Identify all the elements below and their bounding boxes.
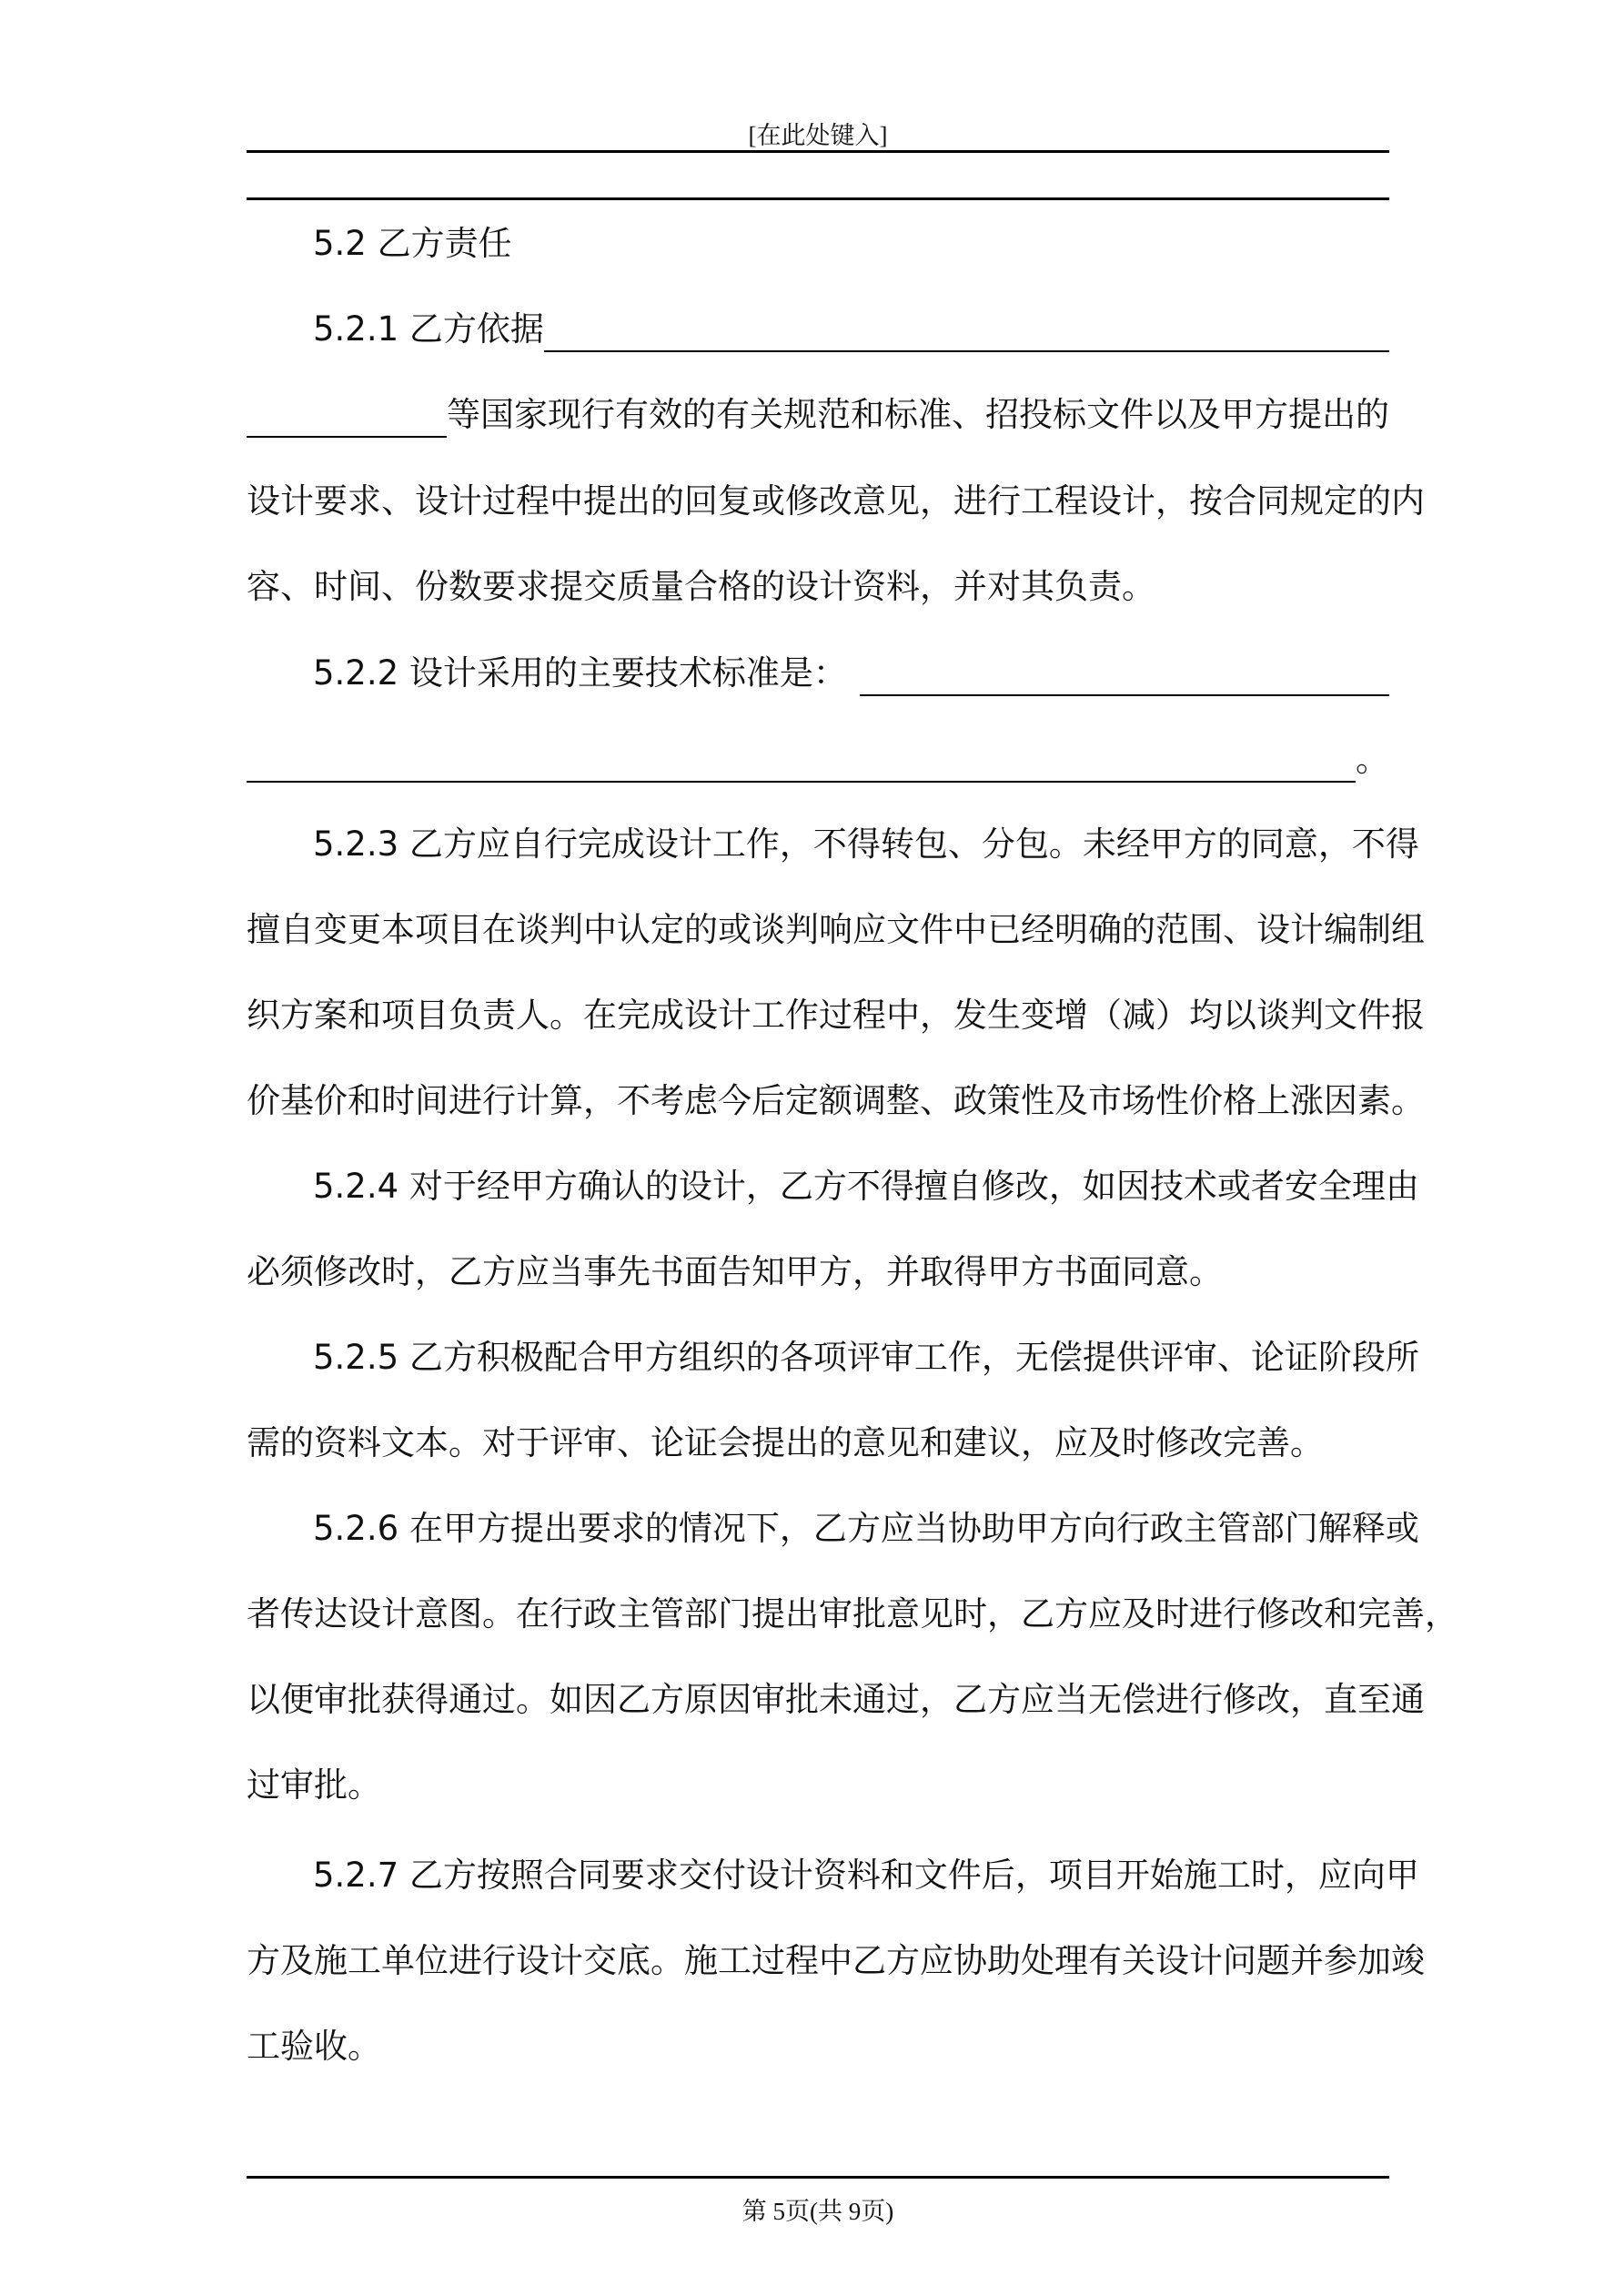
paragraph-5-2-1 — [247, 307, 1389, 352]
paragraph-line: 以便审批获得通过。如因乙方原因审批未通过，乙方应当无偿进行修改，直至通 — [247, 1680, 1425, 1719]
paragraph-5-2-2 — [247, 651, 1389, 696]
paragraph-5-2-4: 5.2.4 对于经甲方确认的设计，乙方不得擅自修改，如因技术或者安全理由 — [313, 1167, 1419, 1206]
paragraph-line: 擅自变更本项目在谈判中认定的或谈判响应文件中已经明确的范围、设计编制组 — [247, 910, 1425, 949]
footer-rule — [247, 2176, 1389, 2179]
paragraph-line: 容、时间、份数要求提交质量合格的设计资料，并对其负责。 — [247, 567, 1155, 606]
period: 。 — [1356, 740, 1389, 779]
paragraph-5-2-5: 5.2.5 乙方积极配合甲方组织的各项评审工作，无偿提供评审、论证阶段所 — [313, 1338, 1419, 1377]
fill-in-blank[interactable] — [247, 400, 447, 438]
fill-in-blank[interactable] — [247, 744, 1356, 783]
page-number: 第 5页(共 9页) — [741, 2198, 894, 2225]
paragraph-line: 方及施工单位进行设计交底。施工过程中乙方应协助处理有关设计问题并参加竣 — [247, 1941, 1425, 1980]
paragraph-line: 工验收。 — [247, 2027, 381, 2066]
paragraph-5-2-7: 5.2.7 乙方按照合同要求交付设计资料和文件后，项目开始施工时，应向甲 — [313, 1856, 1419, 1895]
clause-text: 5.2.1 乙方依据 — [313, 309, 544, 349]
paragraph-line: 织方案和项目负责人。在完成设计工作过程中，发生变增（减）均以谈判文件报 — [247, 996, 1425, 1035]
paragraph-line: 过审批。 — [247, 1765, 381, 1805]
section-heading: 5.2 乙方责任 — [313, 224, 512, 263]
header-rule-2 — [247, 197, 1389, 200]
paragraph-line: 必须修改时，乙方应当事先书面告知甲方，并取得甲方书面同意。 — [247, 1252, 1223, 1291]
paragraph-line: 设计要求、设计过程中提出的回复或修改意见，进行工程设计，按合同规定的内 — [247, 481, 1425, 521]
paragraph-5-2-3: 5.2.3 乙方应自行完成设计工作，不得转包、分包。未经甲方的同意，不得 — [313, 824, 1419, 864]
header-rule — [247, 150, 1389, 153]
clause-text: 等国家现行有效的有关规范和标准、招投标文件以及甲方提出的 — [447, 395, 1389, 434]
paragraph-5-2-6: 5.2.6 在甲方提出要求的情况下，乙方应当协助甲方向行政主管部门解释或 — [313, 1509, 1419, 1548]
paragraph-line — [247, 392, 1389, 438]
clause-text: 5.2.2 设计采用的主要技术标准是： — [313, 653, 847, 693]
fill-in-blank[interactable] — [544, 314, 1389, 352]
paragraph-line: 需的资料文本。对于评审、论证会提出的意见和建议，应及时修改完善。 — [247, 1423, 1324, 1462]
paragraph-line: 者传达设计意图。在行政主管部门提出审批意见时，乙方应及时进行修改和完善， — [247, 1594, 1458, 1633]
fill-in-blank[interactable] — [860, 658, 1389, 696]
paragraph-line — [247, 737, 1389, 783]
page-header: [在此处键入] — [748, 122, 888, 149]
paragraph-line: 价基价和时间进行计算，不考虑今后定额调整、政策性及市场性价格上涨因素。 — [247, 1081, 1425, 1120]
